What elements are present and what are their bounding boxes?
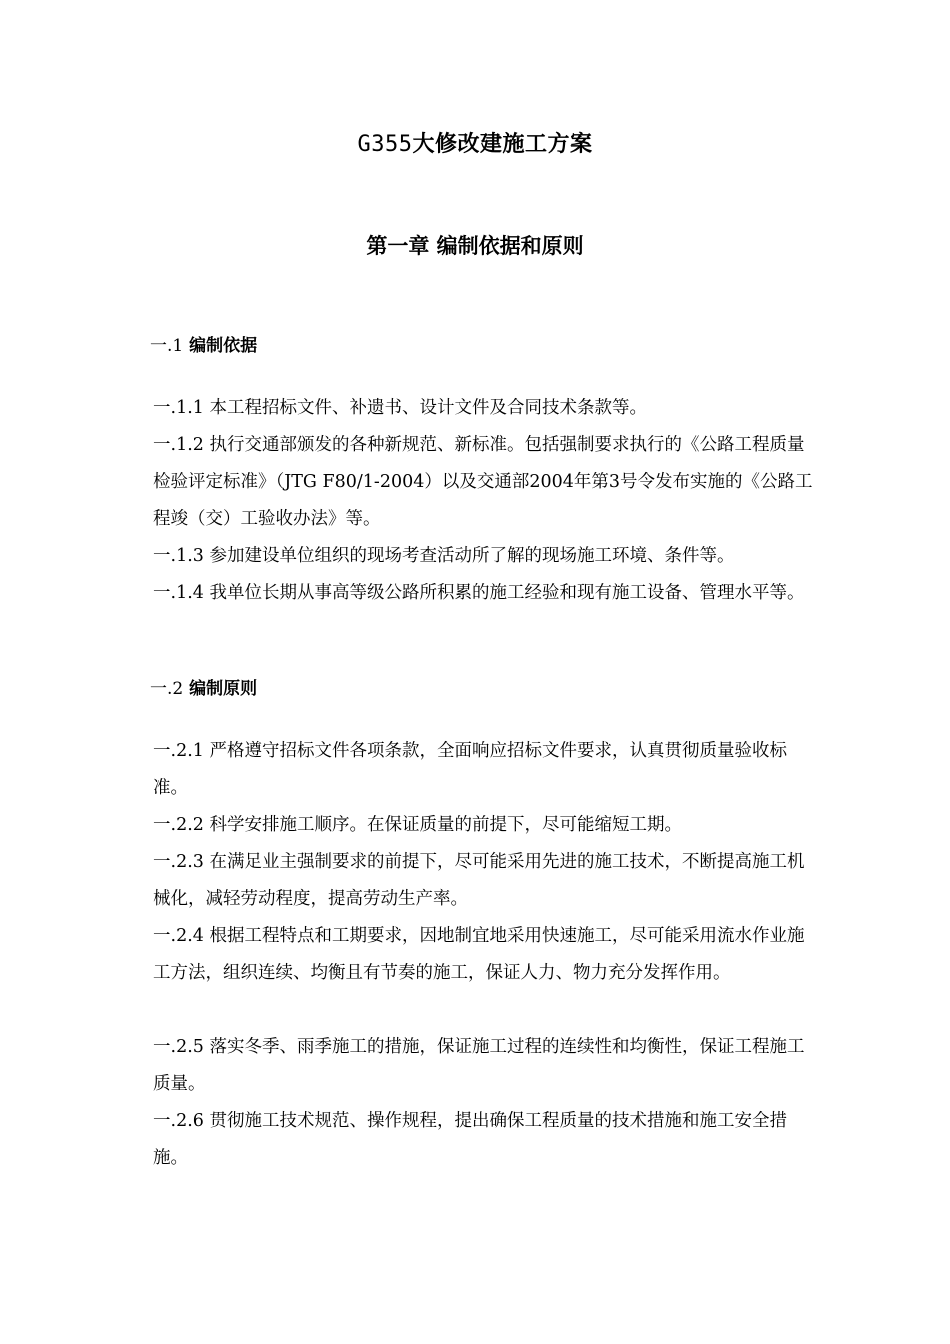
chapter-title: 第一章 编制依据和原则 xyxy=(366,234,584,258)
paragraph-1-2-6: 一.2.6 贯彻施工技术规范、操作规程，提出确保工程质量的技术措施和施工安全措施。 xyxy=(153,1111,787,1168)
paragraph-1-2-4: 一.2.4 根据工程特点和工期要求，因地制宜地采用快速施工，尽可能采用流水作业施工方法，组织连续、均衡且有节奏的施工，保证人力、物力充分发挥作用。 xyxy=(153,926,805,983)
section-heading-principles xyxy=(150,676,257,702)
section-heading-basis xyxy=(150,333,257,359)
section-number: 一.2 xyxy=(150,679,184,699)
paragraph-1-1-4: 一.1.4 我单位长期从事高等级公路所积累的施工经验和现有施工设备、管理水平等。 xyxy=(153,583,805,603)
paragraph-1-1-2: 一.1.2 执行交通部颁发的各种新规范、新标准。包括强制要求执行的《公路工程质量检验评定标准》（JTG F80/1-2004）以及交通部2004年第3号令发布实施的《公路工程竣（交）工验收办法》等。 xyxy=(153,435,813,529)
section-heading-text: 编制原则 xyxy=(189,679,258,699)
paragraph-1-1-1: 一.1.1 本工程招标文件、补遗书、设计文件及合同技术条款等。 xyxy=(153,398,647,418)
paragraph-1-1-3: 一.1.3 参加建设单位组织的现场考查活动所了解的现场施工环境、条件等。 xyxy=(153,546,735,566)
section-number: 一.1 xyxy=(150,336,184,356)
section-heading-text: 编制依据 xyxy=(189,336,258,356)
paragraph-1-2-5: 一.2.5 落实冬季、雨季施工的措施，保证施工过程的连续性和均衡性，保证工程施工质量。 xyxy=(153,1037,805,1094)
paragraph-1-2-3: 一.2.3 在满足业主强制要求的前提下，尽可能采用先进的施工技术，不断提高施工机械化，减轻劳动程度，提高劳动生产率。 xyxy=(153,852,805,909)
document-title-code: G355 xyxy=(357,132,413,157)
document-title xyxy=(0,128,950,161)
paragraph-1-2-1: 一.2.1 严格遵守招标文件各项条款，全面响应招标文件要求，认真贯彻质量验收标准。 xyxy=(153,741,787,798)
paragraph-1-2-2: 一.2.2 科学安排施工顺序。在保证质量的前提下，尽可能缩短工期。 xyxy=(153,815,682,835)
document-title-text: 大修改建施工方案 xyxy=(412,131,593,157)
